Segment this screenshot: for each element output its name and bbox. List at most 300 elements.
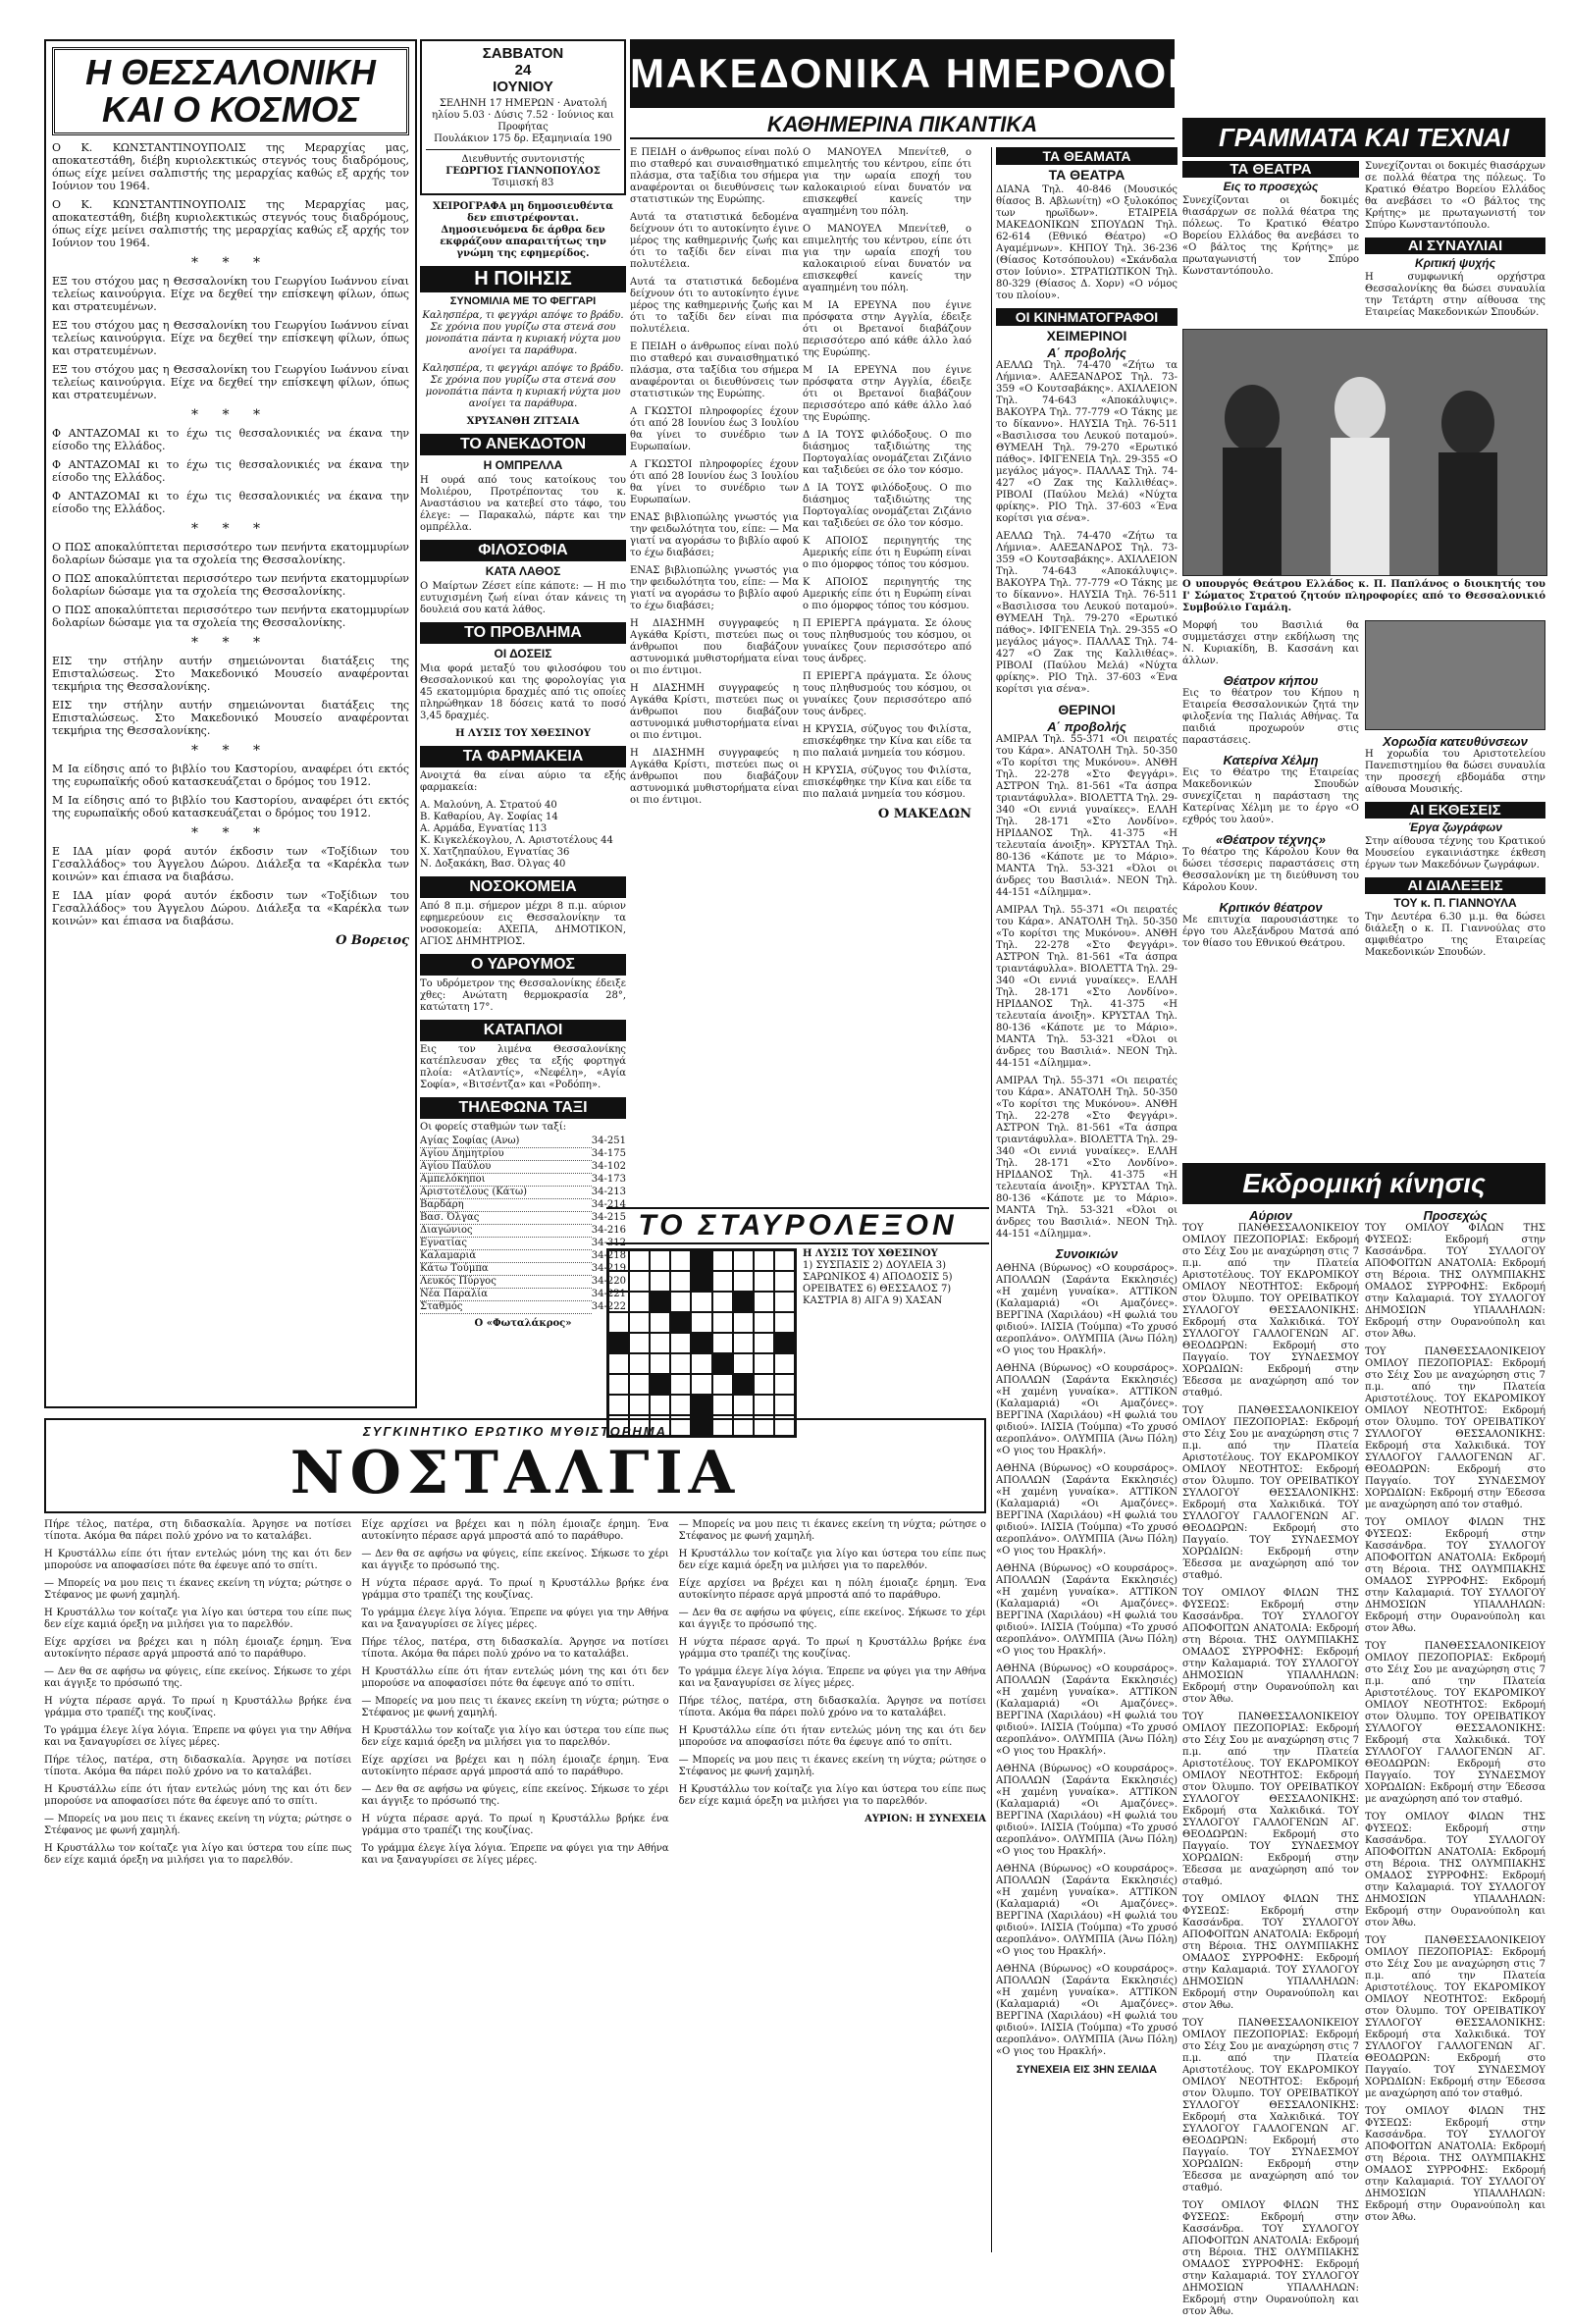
taxi-station: Αμπελόκηποι <box>420 1174 592 1187</box>
cinemas-suburbs-list: ΑΘΗΝΑ (Βύρωνος) «Ο κουρσάρος». ΑΠΟΛΛΩΝ (Σαράντα Εκκλησιές) «Η χαμένη γυναίκα». ΑΤΤΙΚΟΝ (Καλαμαριά) «Οι Αμαζόνες». ΒΕΡΓΙΝΑ (Χαριλάου) «Η φωλιά του φιδιού». ΙΛΙΣΙΑ (Τούμπα) «Το χρυσό αεροπλάνο». ΟΛΥΜΠΙΑ (Άνω Πόλη) «Ο γιος του Ηρακλή». <box>996 1764 1178 1857</box>
crossword-cell[interactable] <box>608 1292 629 1312</box>
makedon-paragraph: Αυτά τα στατιστικά δεδομένα δείχνουν ότι το αυτοκίνητο έγινε μέρος της καθημερινής ζωής και ότι το ταξίδι δεν είναι πια πολυτέλεια. <box>630 277 799 335</box>
quote-text: Το θέατρο της Κάρολου Κουν θα δώσει τέσσερις παραστάσεις στη Θεσσαλονίκη με τη διεύθυνση του Κάρολου Κουν. <box>1182 847 1359 893</box>
left-paragraph: Μ Ια είδησις από το βιβλίο του Καστορίου, αναφέρει ότι εκτός της ευρωπαϊκής οδού κατασκευάζεται ο δρόμος του 1912. <box>52 794 409 819</box>
taxi-number: 34-215 <box>591 1212 626 1223</box>
novel-paragraph: Η Κρυστάλλω είπε ότι ήταν εντελώς μόνη της και ότι δεν μπορούσε να αποφασίσει πότε θα έφευγε από το σπίτι. <box>678 1725 986 1748</box>
notice: ΧΕΙΡΟΓΡΑΦΑ μη δημοσιευθέντα δεν επιστρέφονται. Δημοσιευόμενα δε άρθρα δεν εκφράζουν απαραιτήτως την γνώμη της εφημερίδος. <box>433 201 613 259</box>
crossword-cell[interactable] <box>670 1353 691 1374</box>
makedon-paragraph: ΕΝΑΣ βιβλιοπώλης γνωστός για την φειδωλότητα του, είπε: — Μα γιατί να αγοράσω το βιβλίο αφού το έχω διαβάσει; <box>630 565 799 611</box>
excursions-text: ΤΟΥ ΠΑΝΘΕΣΣΑΛΟΝΙΚΕΙΟΥ ΟΜΙΛΟΥ ΠΕΖΟΠΟΡΙΑΣ: Εκδρομή στο Σέιχ Σου με αναχώρηση στις 7 π.μ. από την Πλατεία Αριστοτέλους. ΤΟΥ ΕΚΔΡΟΜΙΚΟΥ ΟΜΙΛΟΥ ΝΕΟΤΗΤΟΣ: Εκδρομή στον Όλυμπο. ΤΟΥ ΟΡΕΙΒΑΤΙΚΟΥ ΣΥΛΛΟΓΟΥ ΘΕΣΣΑΛΟΝΙΚΗΣ: Εκδρομή στα Χαλκιδικά. ΤΟΥ ΣΥΛΛΟΓΟΥ ΓΑΛΛΟΓΕΝΩΝ ΑΓ. ΘΕΟΔΩΡΩΝ: Εκδρομή στο Παγγαίο. ΤΟΥ ΣΥΝΔΕΣΜΟΥ ΧΟΡΩΔΙΩΝ: Εκδρομή στην Έδεσσα με αναχώρηση από τον σταθμό. <box>1182 2018 1359 2193</box>
crossword-cell[interactable] <box>670 1292 691 1312</box>
novel-paragraph: Πήρε τέλος, πατέρα, στη διδασκαλία. Άργησε να ποτίσει τίποτα. Ακόμα θα πάρει πολύ χρόνο να το καταλάβει. <box>44 1519 352 1542</box>
novel-paragraph: Πήρε τέλος, πατέρα, στη διδασκαλία. Άργησε να ποτίσει τίποτα. Ακόμα θα πάρει πολύ χρόνο να το καταλάβει. <box>44 1755 352 1777</box>
left-paragraph: ΕΙΣ την στήλην αυτήν σημειώνονται διατάξεις της Επισταλώσεως. Στο Μακεδονικό Μουσείο αναφέρονται τεκμήρια της Θεσσαλονίκης. <box>52 699 409 737</box>
crossword-cell[interactable] <box>608 1250 629 1271</box>
crossword-cell[interactable] <box>629 1395 650 1415</box>
taxi-number: 34-216 <box>591 1225 626 1236</box>
crossword-cell[interactable] <box>733 1333 754 1353</box>
crossword-cell[interactable] <box>629 1333 650 1353</box>
taxi-number: 34-222 <box>591 1301 626 1312</box>
makedon-col-1 <box>630 147 799 1207</box>
taxi-number: 34-102 <box>591 1161 626 1172</box>
cinemas-first-run: Α΄ προβολής <box>1047 345 1126 360</box>
makedon-paragraph: Δ ΙΑ ΤΟΥΣ φιλόδοξους. Ο πιο διάσημος ταξιδιώτης της Πορτογαλίας ονομάζεται Ζιζάνιο και ταξιδεύει σε όλο τον κόσμο. <box>803 430 971 476</box>
crossword-cell[interactable] <box>774 1395 795 1415</box>
crossword-cell[interactable] <box>733 1312 754 1333</box>
novel-paragraph: — Μπορείς να μου πεις τι έκανες εκείνη τη νύχτα; ρώτησε ο Στέφανος με φωνή χαμηλή. <box>678 1519 986 1542</box>
taxi-row <box>420 1199 626 1212</box>
excursions-text: ΤΟΥ ΠΑΝΘΕΣΣΑΛΟΝΙΚΕΙΟΥ ΟΜΙΛΟΥ ΠΕΖΟΠΟΡΙΑΣ: Εκδρομή στο Σέιχ Σου με αναχώρηση στις 7 π.μ. από την Πλατεία Αριστοτέλους. ΤΟΥ ΕΚΔΡΟΜΙΚΟΥ ΟΜΙΛΟΥ ΝΕΟΤΗΤΟΣ: Εκδρομή στον Όλυμπο. ΤΟΥ ΟΡΕΙΒΑΤΙΚΟΥ ΣΥΛΛΟΓΟΥ ΘΕΣΣΑΛΟΝΙΚΗΣ: Εκδρομή στα Χαλκιδικά. ΤΟΥ ΣΥΛΛΟΓΟΥ ΓΑΛΛΟΓΕΝΩΝ ΑΓ. ΘΕΟΔΩΡΩΝ: Εκδρομή στο Παγγαίο. ΤΟΥ ΣΥΝΔΕΣΜΟΥ ΧΟΡΩΔΙΩΝ: Εκδρομή στην Έδεσσα με αναχώρηση από τον σταθμό. <box>1182 1712 1359 1887</box>
excursions-sub1: Αύριον <box>1249 1208 1292 1223</box>
crossword-cell[interactable] <box>712 1271 733 1292</box>
arts-photo <box>1182 329 1547 576</box>
crossword-black-cell <box>650 1374 670 1395</box>
taxi-station: Αγίου Παύλου <box>420 1161 592 1174</box>
novel-paragraph: Είχε αρχίσει να βρέχει και η πόλη έμοιαζε έρημη. Ένα αυτοκίνητο πέρασε αργά μπροστά από το παράθυρο. <box>361 1755 669 1777</box>
crossword-cell[interactable] <box>712 1333 733 1353</box>
excursions-text: ΤΟΥ ΠΑΝΘΕΣΣΑΛΟΝΙΚΕΙΟΥ ΟΜΙΛΟΥ ΠΕΖΟΠΟΡΙΑΣ: Εκδρομή στο Σέιχ Σου με αναχώρηση στις 7 π.μ. από την Πλατεία Αριστοτέλους. ΤΟΥ ΕΚΔΡΟΜΙΚΟΥ ΟΜΙΛΟΥ ΝΕΟΤΗΤΟΣ: Εκδρομή στον Όλυμπο. ΤΟΥ ΟΡΕΙΒΑΤΙΚΟΥ ΣΥΛΛΟΓΟΥ ΘΕΣΣΑΛΟΝΙΚΗΣ: Εκδρομή στα Χαλκιδικά. ΤΟΥ ΣΥΛΛΟΓΟΥ ΓΑΛΛΟΓΕΝΩΝ ΑΓ. ΘΕΟΔΩΡΩΝ: Εκδρομή στο Παγγαίο. ΤΟΥ ΣΥΝΔΕΣΜΟΥ ΧΟΡΩΔΙΩΝ: Εκδρομή στην Έδεσσα με αναχώρηση από τον σταθμό. <box>1182 1405 1359 1581</box>
taxi-station: Αγίου Δημητρίου <box>420 1148 592 1161</box>
crossword-cell[interactable] <box>608 1271 629 1292</box>
excursions-text: ΤΟΥ ΟΜΙΛΟΥ ΦΙΛΩΝ ΤΗΣ ΦΥΣΕΩΣ: Εκδρομή στην Κασσάνδρα. ΤΟΥ ΣΥΛΛΟΓΟΥ ΑΠΟΦΟΙΤΩΝ ΑΝΑΤΟΛΙΑ: Εκδρομή στη Βέροια. ΤΗΣ ΟΛΥΜΠΙΑΚΗΣ ΟΜΑΔΟΣ ΣΥΡΡΟΦΗΣ: Εκδρομή στην Καλαμαριά. ΤΟΥ ΣΥΛΛΟΓΟΥ ΔΗΜΟΣΙΩΝ ΥΠΑΛΛΗΛΩΝ: Εκδρομή στην Ουρανούπολη και στον Άθω. <box>1182 1894 1359 2011</box>
harbor-heading: ΚΑΤΑΠΛΟΙ <box>420 1020 626 1041</box>
taxi-number: 34-175 <box>591 1148 626 1159</box>
crossword-cell[interactable] <box>650 1312 670 1333</box>
novel-paragraph: Η Κρυστάλλω τον κοίταζε για λίγο και ύστερα του είπε πως δεν είχε καμιά όρεξη να μιλήσει για το παρελθόν. <box>678 1549 986 1571</box>
crossword-cell[interactable] <box>650 1333 670 1353</box>
left-paragraph: Ε ΙΔΑ μίαν φορά αυτόν έκδοσιν των «Τοξίδιων του Γεσαλλάδος» του Άγγελου Δώρου. Διάλεξα τα «Καρέκλα των κοινών» και έπιασα να διαβάσω. <box>52 845 409 883</box>
lecture-text: Την Δευτέρα 6.30 μ.μ. θα δώσει διάλεξη ο κ. Π. Γιαννούλας στο αμφιθέατρο της Εταιρείας Μακεδονικών Σπουδών. <box>1365 912 1545 958</box>
left-article <box>44 39 417 1408</box>
excursions-sub2: Προσεχώς <box>1423 1208 1488 1223</box>
weather-heading: Ο ΥΔΡΟΥΜΟΣ <box>420 954 626 976</box>
cinemas-suburbs: Συνοικιών <box>1055 1246 1119 1261</box>
crossword-cell[interactable] <box>691 1353 711 1374</box>
makedon-paragraph: ΕΝΑΣ βιβλιοπώλης γνωστός για την φειδωλότητα του, είπε: — Μα γιατί να αγοράσω το βιβλίο αφού το έχω διαβάσει; <box>630 512 799 558</box>
crossword-cell[interactable] <box>629 1292 650 1312</box>
left-paragraph: ΕΙΣ την στήλην αυτήν σημειώνονται διατάξεις της Επισταλώσεως. Στο Μακεδονικό Μουσείο αναφέρονται τεκμήρια της Θεσσαλονίκης. <box>52 655 409 693</box>
arts-photo-2 <box>1365 620 1545 730</box>
excursions-text: ΤΟΥ ΠΑΝΘΕΣΣΑΛΟΝΙΚΕΙΟΥ ΟΜΙΛΟΥ ΠΕΖΟΠΟΡΙΑΣ: Εκδρομή στο Σέιχ Σου με αναχώρηση στις 7 π.μ. από την Πλατεία Αριστοτέλους. ΤΟΥ ΕΚΔΡΟΜΙΚΟΥ ΟΜΙΛΟΥ ΝΕΟΤΗΤΟΣ: Εκδρομή στον Όλυμπο. ΤΟΥ ΟΡΕΙΒΑΤΙΚΟΥ ΣΥΛΛΟΓΟΥ ΘΕΣΣΑΛΟΝΙΚΗΣ: Εκδρομή στα Χαλκιδικά. ΤΟΥ ΣΥΛΛΟΓΟΥ ΓΑΛΛΟΓΕΝΩΝ ΑΓ. ΘΕΟΔΩΡΩΝ: Εκδρομή στο Παγγαίο. ΤΟΥ ΣΥΝΔΕΣΜΟΥ ΧΟΡΩΔΙΩΝ: Εκδρομή στην Έδεσσα με αναχώρηση από τον σταθμό. <box>1365 1347 1545 1510</box>
separator: * * * <box>191 825 270 841</box>
taxi-row <box>420 1276 626 1289</box>
taxi-list <box>420 1136 626 1314</box>
makedon-paragraph: Κ ΑΠΟΙΟΣ περιηγητής της Αμερικής είπε ότι η Ευρώπη είναι ο πιο όμορφος τόπος του κόσμου. <box>803 577 971 611</box>
makedon-paragraph: Ο ΜΑΝΟΥΕΛ Μπενίτεθ, ο επιμελητής του κέντρου, είπε ότι για την ωραία εποχή του καλοκαιριού είναι δυνατόν να επισκεφθεί κανείς την αγαπημένη του πόλη. <box>803 147 971 217</box>
cinemas-suburbs-list: ΑΘΗΝΑ (Βύρωνος) «Ο κουρσάρος». ΑΠΟΛΛΩΝ (Σαράντα Εκκλησιές) «Η χαμένη γυναίκα». ΑΤΤΙΚΟΝ (Καλαμαριά) «Οι Αμαζόνες». ΒΕΡΓΙΝΑ (Χαριλάου) «Η φωλιά του φιδιού». ΙΛΙΣΙΑ (Τούμπα) «Το χρυσό αεροπλάνο». ΟΛΥΜΠΙΑ (Άνω Πόλη) «Ο γιος του Ηρακλή». <box>996 1664 1178 1757</box>
pharmacy-item: Κ. Κιγκελέκογλου, Λ. Αριστοτέλους 44 <box>420 835 613 846</box>
cinemas-heading: ΟΙ ΚΙΝΗΜΑΤΟΓΡΑΦΟΙ <box>996 308 1178 326</box>
novel-paragraph: Η Κρυστάλλω είπε ότι ήταν εντελώς μόνη της και ότι δεν μπορούσε να αποφασίσει πότε θα έφευγε από το σπίτι. <box>44 1549 352 1571</box>
taxi-row <box>420 1250 626 1263</box>
crossword-cell[interactable] <box>754 1292 774 1312</box>
crossword-cell[interactable] <box>774 1374 795 1395</box>
crossword-cell[interactable] <box>754 1250 774 1271</box>
cinemas-winter: ΧΕΙΜΕΡΙΝΟΙ <box>1046 328 1127 343</box>
taxi-row <box>420 1161 626 1174</box>
taxi-station: Αριστοτέλους (Κάτω) <box>420 1187 592 1199</box>
entertainment-column <box>991 147 1178 2252</box>
taxi-row <box>420 1289 626 1301</box>
crossword-black-cell <box>774 1333 795 1353</box>
crossword-cell[interactable] <box>712 1292 733 1312</box>
novel-section <box>44 1418 986 2252</box>
makedon-paragraph: Π ΕΡΙΕΡΓΑ πράγματα. Σε όλους τους πληθυσμούς του κόσμου, οι γυναίκες ζουν περισσότερο από τους άνδρες. <box>803 618 971 664</box>
pharmacy-item: Α. Αρμάδα, Εγνατίας 113 <box>420 823 548 834</box>
theaters-heading: ΤΑ ΘΕΑΜΑΤΑ <box>996 147 1178 165</box>
cinemas-summer-list: ΑΜΙΡΑΛ Τηλ. 55-371 «Οι πειρατές του Κάρα». ΑΝΑΤΟΛΗ Τηλ. 50-350 «Το κορίτσι της Μυκόνου». ΑΝΘΗ Τηλ. 22-278 «Στο Φεγγάρι». ΑΣΤΡΟΝ Τηλ. 81-561 «Τα άσπρα τριαντάφυλλα». ΒΙΟΛΕΤΤΑ Τηλ. 29-340 «Οι εννιά γυναίκες». ΕΛΛΗ Τηλ. 28-171 «Στο Λονδίνο». ΗΡΙΔΑΝΟΣ Τηλ. 41-375 «Η τελευταία άνοιξη». ΚΡΥΣΤΑΛ Τηλ. 80-136 «Κάποτε με το Μάριο». ΜΑΝΤΑ Τηλ. 53-321 «Όλοι οι άνδρες του Βασιλιά». ΝΕΟΝ Τηλ. 44-151 «Δίλημμα». <box>996 905 1178 1069</box>
taxi-intro: Οι φορείς σταθμών των ταξί: <box>420 1122 567 1133</box>
problem-solution: Η ΛΥΣΙΣ ΤΟΥ ΧΘΕΣΙΝΟΥ <box>455 728 591 739</box>
taxi-row <box>420 1174 626 1187</box>
theaters-text: ΔΙΑΝΑ Τηλ. 40-846 (Μουσικός θίασος Β. Αβλωνίτη) «Ο ξυλοκόπος των ηρωϊδων». ΕΤΑΙΡΕΙΑ ΜΑΚΕΔΟΝΙΚΩΝ ΣΠΟΥΔΩΝ Τηλ. 62-614 (Εθνικό Θέατρο) «Ο Αγαμέμνων». ΚΗΠΟΥ Τηλ. 36-236 (Θίασος Κοτσόπουλου) «Σκάνδαλα στον Ιούνιο». ΣΤΡΑΤΙΩΤΙΚΟΝ Τηλ. 80-329 (Θίασος Δ. Χορν) «Ο νόμος του πλοίου». <box>996 185 1178 301</box>
novel-paragraph: Είχε αρχίσει να βρέχει και η πόλη έμοιαζε έρημη. Ένα αυτοκίνητο πέρασε αργά μπροστά από το παράθυρο. <box>44 1637 352 1660</box>
crossword-cell[interactable] <box>608 1353 629 1374</box>
crossword-black-cell <box>650 1292 670 1312</box>
arts-theater-heading: ΤΑ ΘΕΑΤΡΑ <box>1182 161 1359 178</box>
makedon-paragraph: Π ΕΡΙΕΡΓΑ πράγματα. Σε όλους τους πληθυσμούς του κόσμου, οι γυναίκες ζουν περισσότερο από τους άνδρες. <box>803 671 971 717</box>
crossword-cell[interactable] <box>774 1312 795 1333</box>
harbor-text: Εις τον λιμένα Θεσσαλονίκης κατέπλευσαν χθες τα εξής φορτηγά πλοία: «Ατλαντίς», «Νεφέλη», «Αγία Σοφία», «Βιτσέντζα» και «Ροδόπη». <box>420 1044 626 1090</box>
crossword-black-cell <box>608 1333 629 1353</box>
makedon-paragraph: Δ ΙΑ ΤΟΥΣ φιλόδοξους. Ο πιο διάσημος ταξιδιώτης της Πορτογαλίας ονομάζεται Ζιζάνιο και ταξιδεύει σε όλο τον κόσμο. <box>803 483 971 529</box>
cinemas-winter-list: ΑΕΛΛΩ Τηλ. 74-470 «Ζήτω τα Λήμνια». ΑΛΕΞΑΝΔΡΟΣ Τηλ. 73-359 «Ο Κουτσαβάκης». ΑΧΙΛΛΕΙΟΝ Τηλ. 74-643 «Αποκάλυψις». ΒΑΚΟΥΡΑ Τηλ. 77-779 «Ο Τάκης με το δίκαννο». ΗΛΥΣΙΑ Τηλ. 76-511 «Βασιλισσα του Λευκού ποταμού». ΘΥΜΕΛΗ Τηλ. 79-270 «Ερωτικό πάθος». ΙΦΙΓΕΝΕΙΑ Τηλ. 29-355 «Ο μεγάλος μάγος». ΠΑΛΛΑΣ Τηλ. 74-427 «Ο Ζακ της Καλλιθέας». ΡΙΒΟΛΙ (Παύλου Μελά) «Νύχτα φρίκης». ΡΙΟ Τηλ. 37-603 «Ένα κορίτσι για σένα». <box>996 531 1178 695</box>
taxi-row <box>420 1187 626 1199</box>
taxi-station: Διαγώνιος <box>420 1225 592 1238</box>
separator: * * * <box>191 407 270 423</box>
excursions-text: ΤΟΥ ΠΑΝΘΕΣΣΑΛΟΝΙΚΕΙΟΥ ΟΜΙΛΟΥ ΠΕΖΟΠΟΡΙΑΣ: Εκδρομή στο Σέιχ Σου με αναχώρηση στις 7 π.μ. από την Πλατεία Αριστοτέλους. ΤΟΥ ΕΚΔΡΟΜΙΚΟΥ ΟΜΙΛΟΥ ΝΕΟΤΗΤΟΣ: Εκδρομή στον Όλυμπο. ΤΟΥ ΟΡΕΙΒΑΤΙΚΟΥ ΣΥΛΛΟΓΟΥ ΘΕΣΣΑΛΟΝΙΚΗΣ: Εκδρομή στα Χαλκιδικά. ΤΟΥ ΣΥΛΛΟΓΟΥ ΓΑΛΛΟΓΕΝΩΝ ΑΓ. ΘΕΟΔΩΡΩΝ: Εκδρομή στο Παγγαίο. ΤΟΥ ΣΥΝΔΕΣΜΟΥ ΧΟΡΩΔΙΩΝ: Εκδρομή στην Έδεσσα με αναχώρηση από τον σταθμό. <box>1365 1935 1545 2099</box>
crossword-cell[interactable] <box>754 1374 774 1395</box>
makedon-paragraph: Η ΔΙΑΣΗΜΗ συγγραφεύς η Αγκάθα Κρίστι, πιστεύει πως οι άνθρωποι που διαβάζουν αστυνομικά μυθιστορήματα είναι οι πιο έντιμοι. <box>630 748 799 806</box>
crossword-black-cell <box>691 1395 711 1415</box>
crossword-cell[interactable] <box>754 1333 774 1353</box>
taxi-station: Σταθμός <box>420 1301 592 1314</box>
novel-paragraph: Η Κρυστάλλω είπε ότι ήταν εντελώς μόνη της και ότι δεν μπορούσε να αποφασίσει πότε θα έφευγε από το σπίτι. <box>44 1784 352 1807</box>
event-heading: Χορωδία κατευθύνσεων <box>1383 734 1528 749</box>
pharmacies-intro: Ανοιχτά θα είναι αύριο τα εξής φαρμακεία: <box>420 770 626 793</box>
taxi-row <box>420 1225 626 1238</box>
excursions-text: ΤΟΥ ΟΜΙΛΟΥ ΦΙΛΩΝ ΤΗΣ ΦΥΣΕΩΣ: Εκδρομή στην Κασσάνδρα. ΤΟΥ ΣΥΛΛΟΓΟΥ ΑΠΟΦΟΙΤΩΝ ΑΝΑΤΟΛΙΑ: Εκδρομή στη Βέροια. ΤΗΣ ΟΛΥΜΠΙΑΚΗΣ ΟΜΑΔΟΣ ΣΥΡΡΟΦΗΣ: Εκδρομή στην Καλαμαριά. ΤΟΥ ΣΥΛΛΟΓΟΥ ΔΗΜΟΣΙΩΝ ΥΠΑΛΛΗΛΩΝ: Εκδρομή στην Ουρανούπολη και στον Άθω. <box>1365 1812 1545 1928</box>
taxi-number: 34-251 <box>591 1136 626 1146</box>
novel-paragraph: Το γράμμα έλεγε λίγα λόγια. Έπρεπε να φύγει για την Αθήνα και να ξαναγυρίσει σε λίγες μέρες. <box>678 1666 986 1689</box>
cinemas-footer: ΣΥΝΕΧΕΙΑ ΕΙΣ 3ΗΝ ΣΕΛΙΔΑ <box>1016 2064 1158 2076</box>
separator: * * * <box>191 521 270 537</box>
crossword-cell[interactable] <box>691 1374 711 1395</box>
crossword-cell[interactable] <box>650 1353 670 1374</box>
crossword-cell[interactable] <box>733 1353 754 1374</box>
excursions-section <box>1182 1163 1545 2317</box>
left-paragraph: Μ Ια είδησις από το βιβλίο του Καστορίου, αναφέρει ότι εκτός της ευρωπαϊκής οδού κατασκευάζεται ο δρόμος του 1912. <box>52 763 409 788</box>
novel-banner-box <box>44 1418 986 1513</box>
novel-paragraph: Η νύχτα πέρασε αργά. Το πρωί η Κρυστάλλω βρήκε ένα γράμμα στο τραπέζι της κουζίνας. <box>361 1578 669 1601</box>
taxi-row <box>420 1148 626 1161</box>
crossword-black-cell <box>691 1250 711 1271</box>
crossword-cell[interactable] <box>629 1353 650 1374</box>
left-paragraph: Φ ΑΝΤΑΖΟΜΑΙ κι το έχω τις θεσσαλονικιές να έκανα την είσοδο της Ελλάδος. <box>52 458 409 484</box>
left-paragraph: Ο ΠΩΣ αποκαλύπτεται περισσότερο των πενήντα εκατομμυρίων δολαρίων δώσαμε για τα σχολεία της Θεσσαλονίκης. <box>52 572 409 598</box>
novel-paragraph: — Μπορείς να μου πεις τι έκανες εκείνη τη νύχτα; ρώτησε ο Στέφανος με φωνή χαμηλή. <box>44 1814 352 1836</box>
crossword-black-cell <box>733 1292 754 1312</box>
makedon-paragraph: Η ΚΡΥΣΙΑ, σύζυγος του Φιλίστα, επισκέφθηκε την Κίνα και είδε τα πιο παλαιά μνημεία του κόσμου. <box>803 724 971 759</box>
taxi-station: Βαρδάρη <box>420 1199 592 1212</box>
crossword-cell[interactable] <box>712 1312 733 1333</box>
masthead <box>630 39 1240 141</box>
novel-paragraph: — Μπορείς να μου πεις τι έκανες εκείνη τη νύχτα; ρώτησε ο Στέφανος με φωνή χαμηλή. <box>678 1755 986 1777</box>
poem-heading: Η ΠΟΙΗΣΙΣ <box>420 266 626 292</box>
cinemas-suburbs-list: ΑΘΗΝΑ (Βύρωνος) «Ο κουρσάρος». ΑΠΟΛΛΩΝ (Σαράντα Εκκλησιές) «Η χαμένη γυναίκα». ΑΤΤΙΚΟΝ (Καλαμαριά) «Οι Αμαζόνες». ΒΕΡΓΙΝΑ (Χαριλάου) «Η φωλιά του φιδιού». ΙΛΙΣΙΑ (Τούμπα) «Το χρυσό αεροπλάνο». ΟΛΥΜΠΙΑ (Άνω Πόλη) «Ο γιος του Ηρακλή». <box>996 1263 1178 1356</box>
crossword-cell[interactable] <box>650 1271 670 1292</box>
pharmacy-item: Α. Μαλούνη, Α. Στρατού 40 <box>420 800 557 811</box>
photo-image <box>1183 330 1546 575</box>
novel-paragraph: — Δεν θα σε αφήσω να φύγεις, είπε εκείνος. Σήκωσε το χέρι και άγγιξε το πρόσωπό της. <box>44 1666 352 1689</box>
critic-heading: Κριτικόν θέατρον <box>1219 900 1323 915</box>
taxi-station: Καλαμαριά <box>420 1250 592 1263</box>
left-paragraph: ΕΞ του στόχου μας η Θεσσαλονίκη του Γεωργίου Ιωάννου είναι τελείως καινούργια. Είχε να δεχθεί την επίσκεψη φίλων, όπως και στρατευμένων. <box>52 363 409 401</box>
pharmacy-item: Β. Καθαρίου, Αγ. Σοφίας 14 <box>420 812 558 822</box>
makedon-paragraph: Ε ΠΕΙΔΗ ο άνθρωπος είναι πολύ πιο σταθερό και συναισθηματικό πλάσμα, στα ταξίδια του σήμερα αναφέρονται οι διευθύνσεις των στατιστικών της Ευρώπης. <box>630 147 799 205</box>
left-paragraph: Ο ΠΩΣ αποκαλύπτεται περισσότερο των πενήντα εκατομμυρίων δολαρίων δώσαμε για τα σχολεία της Θεσσαλονίκης. <box>52 604 409 629</box>
crossword-cell[interactable] <box>754 1271 774 1292</box>
left-paragraph: Ο ΠΩΣ αποκαλύπτεται περισσότερο των πενήντα εκατομμυρίων δολαρίων δώσαμε για τα σχολεία της Θεσσαλονίκης. <box>52 541 409 566</box>
crossword-cell[interactable] <box>774 1292 795 1312</box>
crossword-cell[interactable] <box>733 1250 754 1271</box>
arts-theater-text: Συνεχίζονται οι δοκιμές θιασάρχων σε πολλά θέατρα της πόλεως. Το Κρατικό Θέατρο Βορείου Ελλάδος θα ανεβάσει το «Ο βάλτος της Κρήτης» με πρωταγωνιστή τον Σπύρο Κωνσταντόπουλο. <box>1182 195 1359 277</box>
crossword-cell[interactable] <box>670 1271 691 1292</box>
concerts-text: Η συμφωνική ορχήστρα Θεσσαλονίκης θα δώσει συναυλία την Τετάρτη στην αίθουσα της Εταιρείας Μακεδονικών Σπουδών. <box>1365 272 1545 318</box>
taxi-number: 34-221 <box>591 1289 626 1299</box>
makedon-col-2 <box>803 147 971 1207</box>
novel-paragraph: Το γράμμα έλεγε λίγα λόγια. Έπρεπε να φύγει για την Αθήνα και να ξαναγυρίσει σε λίγες μέρες. <box>361 1843 669 1866</box>
makedon-paragraph: Ε ΠΕΙΔΗ ο άνθρωπος είναι πολύ πιο σταθερό και συναισθηματικό πλάσμα, στα ταξίδια του σήμερα αναφέρονται οι διευθύνσεις των στατιστικών της Ευρώπης. <box>630 342 799 399</box>
excursions-text: ΤΟΥ ΠΑΝΘΕΣΣΑΛΟΝΙΚΕΙΟΥ ΟΜΙΛΟΥ ΠΕΖΟΠΟΡΙΑΣ: Εκδρομή στο Σέιχ Σου με αναχώρηση στις 7 π.μ. από την Πλατεία Αριστοτέλους. ΤΟΥ ΕΚΔΡΟΜΙΚΟΥ ΟΜΙΛΟΥ ΝΕΟΤΗΤΟΣ: Εκδρομή στον Όλυμπο. ΤΟΥ ΟΡΕΙΒΑΤΙΚΟΥ ΣΥΛΛΟΓΟΥ ΘΕΣΣΑΛΟΝΙΚΗΣ: Εκδρομή στα Χαλκιδικά. ΤΟΥ ΣΥΛΛΟΓΟΥ ΓΑΛΛΟΓΕΝΩΝ ΑΓ. ΘΕΟΔΩΡΩΝ: Εκδρομή στο Παγγαίο. ΤΟΥ ΣΥΝΔΕΣΜΟΥ ΧΟΡΩΔΙΩΝ: Εκδρομή στην Έδεσσα με αναχώρηση από τον σταθμό. <box>1182 1223 1359 1399</box>
left-paragraph: Ο Κ. ΚΩΝΣΤΑΝΤΙΝΟΥΠΟΛΙΣ της Μεραρχίας μας, αποκατεστάθη, διέβη κυριολεκτικώς στεγνός τους διαδρόμους, όπως είχε μείνει σαλπιστής της μεραρχίας καθώς εξ αρχής τον Ιούνιον του 1964. <box>52 141 409 192</box>
photo2-caption: Μορφή του Βασιλιά θα συμμετάσχει στην εκδήλωση της Ν. Κυριακίδη, Β. Κασσάνη και άλλων. <box>1182 620 1359 666</box>
cinemas-suburbs-list: ΑΘΗΝΑ (Βύρωνος) «Ο κουρσάρος». ΑΠΟΛΛΩΝ (Σαράντα Εκκλησιές) «Η χαμένη γυναίκα». ΑΤΤΙΚΟΝ (Καλαμαριά) «Οι Αμαζόνες». ΒΕΡΓΙΝΑ (Χαριλάου) «Η φωλιά του φιδιού». ΙΛΙΣΙΑ (Τούμπα) «Το χρυσό αεροπλάνο». ΟΛΥΜΠΙΑ (Άνω Πόλη) «Ο γιος του Ηρακλή». <box>996 1363 1178 1456</box>
info-column <box>420 39 626 1408</box>
taxi-number: 34-220 <box>591 1276 626 1287</box>
arts-heading: ΓΡΑΜΜΑΤΑ ΚΑΙ ΤΕΧΝΑΙ <box>1182 118 1545 157</box>
arts-theater-text: Συνεχίζονται οι δοκιμές θιασάρχων σε πολλά θέατρα της πόλεως. Το Κρατικό Θέατρο Βορείου Ελλάδος θα ανεβάσει το «Ο βάλτος της Κρήτης» με πρωταγωνιστή τον Σπύρο Κωνσταντόπουλο. <box>1365 161 1545 231</box>
arts-theater-sub: Εις το προσεχώς <box>1223 180 1319 193</box>
problem-heading: ΤΟ ΠΡΟΒΛΗΜΑ <box>420 622 626 644</box>
left-paragraph: ΕΞ του στόχου μας η Θεσσαλονίκη του Γεωργίου Ιωάννου είναι τελείως καινούργια. Είχε να δεχθεί την επίσκεψη φίλων, όπως και στρατευμένων. <box>52 275 409 313</box>
pharmacy-item: Ν. Δοξακάκη, Βασ. Όλγας 40 <box>420 859 566 870</box>
crossword-cell[interactable] <box>650 1250 670 1271</box>
makedon-paragraph: Α ΓΚΩΣΤΟΙ πληροφορίες έχουν ότι από 28 Ιουνίου έως 3 Ιουλίου θα γίνει το συνέδριο των Ευρωπαίων. <box>630 459 799 505</box>
novel-cont: ΑΥΡΙΟΝ: Η ΣΥΝΕΧΕΙΑ <box>864 1814 986 1824</box>
crossword-cell[interactable] <box>629 1271 650 1292</box>
taxi-row <box>420 1301 626 1314</box>
excursions-text: ΤΟΥ ΟΜΙΛΟΥ ΦΙΛΩΝ ΤΗΣ ΦΥΣΕΩΣ: Εκδρομή στην Κασσάνδρα. ΤΟΥ ΣΥΛΛΟΓΟΥ ΑΠΟΦΟΙΤΩΝ ΑΝΑΤΟΛΙΑ: Εκδρομή στη Βέροια. ΤΗΣ ΟΛΥΜΠΙΑΚΗΣ ΟΜΑΔΟΣ ΣΥΡΡΟΦΗΣ: Εκδρομή στην Καλαμαριά. ΤΟΥ ΣΥΛΛΟΓΟΥ ΔΗΜΟΣΙΩΝ ΥΠΑΛΛΗΛΩΝ: Εκδρομή στην Ουρανούπολη και στον Άθω. <box>1182 1588 1359 1705</box>
lecture-sub: ΤΟΥ κ. Π. ΓΙΑΝΝΟΥΛΑ <box>1393 896 1517 910</box>
crossword-cell[interactable] <box>650 1395 670 1415</box>
masthead-subtitle: ΚΑΘΗΜΕΡΙΝΑ ΠΙΚΑΝΤΙΚΑ <box>630 112 1175 139</box>
excursions-text: ΤΟΥ ΟΜΙΛΟΥ ΦΙΛΩΝ ΤΗΣ ΦΥΣΕΩΣ: Εκδρομή στην Κασσάνδρα. ΤΟΥ ΣΥΛΛΟΓΟΥ ΑΠΟΦΟΙΤΩΝ ΑΝΑΤΟΛΙΑ: Εκδρομή στη Βέροια. ΤΗΣ ΟΛΥΜΠΙΑΚΗΣ ΟΜΑΔΟΣ ΣΥΡΡΟΦΗΣ: Εκδρομή στην Καλαμαριά. ΤΟΥ ΣΥΛΛΟΓΟΥ ΔΗΜΟΣΙΩΝ ΥΠΑΛΛΗΛΩΝ: Εκδρομή στην Ουρανούπολη και στον Άθω. <box>1365 1223 1545 1340</box>
novel-paragraph: — Μπορείς να μου πεις τι έκανες εκείνη τη νύχτα; ρώτησε ο Στέφανος με φωνή χαμηλή. <box>361 1696 669 1718</box>
left-paragraph: Ο Κ. ΚΩΝΣΤΑΝΤΙΝΟΥΠΟΛΙΣ της Μεραρχίας μας, αποκατεστάθη, διέβη κυριολεκτικώς στεγνός τους διαδρόμους, όπως είχε μείνει σαλπιστής της μεραρχίας καθώς εξ αρχής τον Ιούνιον του 1964. <box>52 198 409 249</box>
philosophy-text: Ο Μαίρτων Ζέσετ είπε κάποτε: — Η πιο ευτυχισμένη ζωή είναι όταν κάνεις τη δουλειά σου κατά λάθος. <box>420 581 626 615</box>
crossword-cell[interactable] <box>670 1250 691 1271</box>
philosophy-subtitle: ΚΑΤΑ ΛΑΘΟΣ <box>485 564 561 578</box>
left-article-title: Η ΘΕΣΣΑΛΟΝΙΚΗ ΚΑΙ Ο ΚΟΣΜΟΣ <box>52 47 409 135</box>
makedon-paragraph: Κ ΑΠΟΙΟΣ περιηγητής της Αμερικής είπε ότι η Ευρώπη είναι ο πιο όμορφος τόπος του κόσμου. <box>803 536 971 570</box>
weather-text: Το υδρόμετρον της Θεσσαλονίκης έδειξε χθες: Ανώτατη θερμοκρασία 28°, κατώτατη 17°. <box>420 978 626 1013</box>
theater2-heading: Θέατρον κήπου <box>1223 673 1319 688</box>
hospitals-heading: ΝΟΣΟΚΟΜΕΙΑ <box>420 876 626 898</box>
novel-paragraph: Το γράμμα έλεγε λίγα λόγια. Έπρεπε να φύγει για την Αθήνα και να ξαναγυρίσει σε λίγες μέρες. <box>44 1725 352 1748</box>
crossword-cell[interactable] <box>712 1374 733 1395</box>
crossword-cell[interactable] <box>712 1250 733 1271</box>
crossword-cell[interactable] <box>629 1312 650 1333</box>
pharmacies-heading: ΤΑ ΦΑΡΜΑΚΕΙΑ <box>420 746 626 767</box>
makedon-paragraph: Ο ΜΑΝΟΥΕΛ Μπενίτεθ, ο επιμελητής του κέντρου, είπε ότι για την ωραία εποχή του καλοκαιριού είναι δυνατόν να επισκεφθεί κανείς την αγαπημένη του πόλη. <box>803 224 971 293</box>
novel-paragraph: Η νύχτα πέρασε αργά. Το πρωί η Κρυστάλλω βρήκε ένα γράμμα στο τραπέζι της κουζίνας. <box>44 1696 352 1718</box>
makedon-paragraph: Α ΓΚΩΣΤΟΙ πληροφορίες έχουν ότι από 28 Ιουνίου έως 3 Ιουλίου θα γίνει το συνέδριο των Ευρωπαίων. <box>630 406 799 452</box>
exhibitions-text: Στην αίθουσα τέχνης του Κρατικού Μουσείου εγκαινιάστηκε έκθεση έργων των Μακεδόνων ζωγράφων. <box>1365 836 1545 871</box>
taxi-row <box>420 1238 626 1250</box>
makedon-signature: Ο ΜΑΚΕΔΩΝ <box>877 807 971 821</box>
novel-paragraph: Η Κρυστάλλω τον κοίταζε για λίγο και ύστερα του είπε πως δεν είχε καμιά όρεξη να μιλήσει για το παρελθόν. <box>44 1843 352 1866</box>
crossword: ΤΟ ΣΤΑΥΡΟΛΕΞΟΝ Η ΛΥΣΙΣ ΤΟΥ ΧΘΕΣΙΝΟΥ 1) ΣΥΣΠΑΣΙΣ 2) ΔΟΥΛΕΙΑ 3) ΣΑΡΩΝΙΚΟΣ 4) ΑΠΟΔΟΣΙΣ 5) ΟΡΕΙΒΑΤΕΣ 6) ΘΕΣΣΑΛΟΣ 7) ΚΑΣΤΡΙΑ 8) ΑΙΓΑ 9) ΧΑΣΑΝ <box>606 1207 989 1408</box>
novel-paragraph: — Δεν θα σε αφήσω να φύγεις, είπε εκείνος. Σήκωσε το χέρι και άγγιξε το πρόσωπό της. <box>361 1784 669 1807</box>
excursions-text: ΤΟΥ ΟΜΙΛΟΥ ΦΙΛΩΝ ΤΗΣ ΦΥΣΕΩΣ: Εκδρομή στην Κασσάνδρα. ΤΟΥ ΣΥΛΛΟΓΟΥ ΑΠΟΦΟΙΤΩΝ ΑΝΑΤΟΛΙΑ: Εκδρομή στη Βέροια. ΤΗΣ ΟΛΥΜΠΙΑΚΗΣ ΟΜΑΔΟΣ ΣΥΡΡΟΦΗΣ: Εκδρομή στην Καλαμαριά. ΤΟΥ ΣΥΛΛΟΓΟΥ ΔΗΜΟΣΙΩΝ ΥΠΑΛΛΗΛΩΝ: Εκδρομή στην Ουρανούπολη και στον Άθω. <box>1365 2106 1545 2223</box>
masthead-title: ΜΑΚΕΔΟΝΙΚΑ ΗΜΕΡΟΛΟΓΙΑ <box>630 39 1175 108</box>
theaters-sub: ΤΑ ΘΕΑΤΡΑ <box>1048 167 1125 183</box>
left-paragraph: Ε ΙΔΑ μίαν φορά αυτόν έκδοσιν των «Τοξίδιων του Γεσαλλάδος» του Άγγελου Δώρου. Διάλεξα τα «Καρέκλα των κοινών» και έπιασα να διαβάσω. <box>52 889 409 927</box>
makedon-paragraph: Αυτά τα στατιστικά δεδομένα δείχνουν ότι το αυτοκίνητο έγινε μέρος της καθημερινής ζωής και ότι το ταξίδι δεν είναι πια πολυτέλεια. <box>630 212 799 270</box>
novel-paragraph: Η Κρυστάλλω τον κοίταζε για λίγο και ύστερα του είπε πως δεν είχε καμιά όρεξη να μιλήσει για το παρελθόν. <box>44 1608 352 1630</box>
taxi-heading: ΤΗΛΕΦΩΝΑ ΤΑΞΙ <box>420 1097 626 1119</box>
theater2-text: Εις το θέατρον του Κήπου η Εταιρεία Θεσσαλονικών ζητά την φιλοξενία της Παλιάς Αθήνας. Τα παιδιά προχωρούν στις παραστάσεις. <box>1182 688 1359 746</box>
novel-paragraph: — Δεν θα σε αφήσω να φύγεις, είπε εκείνος. Σήκωσε το χέρι και άγγιξε το πρόσωπό της. <box>361 1549 669 1571</box>
problem-subtitle: ΟΙ ΔΟΣΕΙΣ <box>494 647 552 660</box>
novel-banner: ΣΥΓΚΙΝΗΤΙΚΟ ΕΡΩΤΙΚΟ ΜΥΘΙΣΤΟΡΗΜΑ <box>363 1424 667 1439</box>
exhibitions-sub: Έργα ζωγράφων <box>1408 820 1502 834</box>
left-paragraph: Φ ΑΝΤΑΖΟΜΑΙ κι το έχω τις θεσσαλονικιές να έκανα την είσοδο της Ελλάδος. <box>52 490 409 515</box>
novel-title: ΝΟΣΤΑΛΓΙΑ <box>289 1439 741 1507</box>
crossword-black-cell <box>691 1333 711 1353</box>
crossword-cell[interactable] <box>754 1353 774 1374</box>
person-text: Εις το Θέατρο της Εταιρείας Μακεδονικών Σπουδών συνεχίζεται η παράσταση της Κατερίνας Χέλμη με το έργο «Ο εχθρός του λαού». <box>1182 767 1359 825</box>
taxi-row <box>420 1136 626 1148</box>
crossword-cell[interactable] <box>754 1312 774 1333</box>
makedon-paragraph: Η ΔΙΑΣΗΜΗ συγγραφεύς η Αγκάθα Κρίστι, πιστεύει πως οι άνθρωποι που διαβάζουν αστυνομικά μυθιστορήματα είναι οι πιο έντιμοι. <box>630 618 799 676</box>
separator: * * * <box>191 743 270 759</box>
poem-author: ΧΡΥΣΑΝΘΗ ΖΙΤΣΑΙΑ <box>466 416 580 427</box>
excursions-text: ΤΟΥ ΠΑΝΘΕΣΣΑΛΟΝΙΚΕΙΟΥ ΟΜΙΛΟΥ ΠΕΖΟΠΟΡΙΑΣ: Εκδρομή στο Σέιχ Σου με αναχώρηση στις 7 π.μ. από την Πλατεία Αριστοτέλους. ΤΟΥ ΕΚΔΡΟΜΙΚΟΥ ΟΜΙΛΟΥ ΝΕΟΤΗΤΟΣ: Εκδρομή στον Όλυμπο. ΤΟΥ ΟΡΕΙΒΑΤΙΚΟΥ ΣΥΛΛΟΓΟΥ ΘΕΣΣΑΛΟΝΙΚΗΣ: Εκδρομή στα Χαλκιδικά. ΤΟΥ ΣΥΛΛΟΓΟΥ ΓΑΛΛΟΓΕΝΩΝ ΑΓ. ΘΕΟΔΩΡΩΝ: Εκδρομή στο Παγγαίο. ΤΟΥ ΣΥΝΔΕΣΜΟΥ ΧΟΡΩΔΙΩΝ: Εκδρομή στην Έδεσσα με αναχώρηση από τον σταθμό. <box>1365 1641 1545 1805</box>
novel-paragraph: — Δεν θα σε αφήσω να φύγεις, είπε εκείνος. Σήκωσε το χέρι και άγγιξε το πρόσωπό της. <box>678 1608 986 1630</box>
taxi-number: 34-173 <box>591 1174 626 1185</box>
crossword-cell[interactable] <box>733 1271 754 1292</box>
crossword-black-cell <box>733 1374 754 1395</box>
crossword-black-cell <box>712 1353 733 1374</box>
crossword-cell[interactable] <box>691 1292 711 1312</box>
excursions-text: ΤΟΥ ΟΜΙΛΟΥ ΦΙΛΩΝ ΤΗΣ ΦΥΣΕΩΣ: Εκδρομή στην Κασσάνδρα. ΤΟΥ ΣΥΛΛΟΓΟΥ ΑΠΟΦΟΙΤΩΝ ΑΝΑΤΟΛΙΑ: Εκδρομή στη Βέροια. ΤΗΣ ΟΛΥΜΠΙΑΚΗΣ ΟΜΑΔΟΣ ΣΥΡΡΟΦΗΣ: Εκδρομή στην Καλαμαριά. ΤΟΥ ΣΥΛΛΟΓΟΥ ΔΗΜΟΣΙΩΝ ΥΠΑΛΛΗΛΩΝ: Εκδρομή στην Ουρανούπολη και στον Άθω. <box>1365 1517 1545 1634</box>
philosophy-heading: ΦΙΛΟΣΟΦΙΑ <box>420 540 626 561</box>
separator: * * * <box>191 255 270 271</box>
crossword-cell[interactable] <box>608 1395 629 1415</box>
taxi-station: Βασ. Όλγας <box>420 1212 592 1225</box>
cinemas-suburbs-list: ΑΘΗΝΑ (Βύρωνος) «Ο κουρσάρος». ΑΠΟΛΛΩΝ (Σαράντα Εκκλησιές) «Η χαμένη γυναίκα». ΑΤΤΙΚΟΝ (Καλαμαριά) «Οι Αμαζόνες». ΒΕΡΓΙΝΑ (Χαριλάου) «Η φωλιά του φιδιού». ΙΛΙΣΙΑ (Τούμπα) «Το χρυσό αεροπλάνο». ΟΛΥΜΠΙΑ (Άνω Πόλη) «Ο γιος του Ηρακλή». <box>996 1463 1178 1557</box>
crossword-cell[interactable] <box>754 1395 774 1415</box>
cinemas-summer: ΘΕΡΙΝΟΙ <box>1058 702 1116 717</box>
crossword-cell[interactable] <box>712 1395 733 1415</box>
crossword-cell[interactable] <box>608 1374 629 1395</box>
taxi-number: 34-312 <box>591 1238 626 1248</box>
crossword-black-cell <box>670 1312 691 1333</box>
taxi-row <box>420 1212 626 1225</box>
taxi-row <box>420 1263 626 1276</box>
crossword-black-cell <box>691 1271 711 1292</box>
left-signature: Ο Βορειος <box>336 933 409 948</box>
quote-heading: «Θέατρον τέχνης» <box>1216 832 1326 847</box>
novel-paragraph: Η Κρυστάλλω τον κοίταζε για λίγο και ύστερα του είπε πως δεν είχε καμιά όρεξη να μιλήσει για το παρελθόν. <box>678 1784 986 1807</box>
concerts-sub: Κριτική ψυχής <box>1415 256 1495 270</box>
photo-caption: Ο υπουργός Θεάτρου Ελλάδος κ. Π. Παπλάνος ο διοικητής του Ι' Σώματος Στρατού ζητούν πληροφορίες από το Θεσσαλονικιό Συμβούλιο Γαμάλη. <box>1182 579 1545 613</box>
novel-paragraph: Η Κρυστάλλω είπε ότι ήταν εντελώς μόνη της και ότι δεν μπορούσε να αποφασίσει πότε θα έφευγε από το σπίτι. <box>361 1666 669 1689</box>
event-text: Η χορωδία του Αριστοτελείου Πανεπιστημίου θα δώσει συναυλία την προσεχή εβδομάδα στην αίθουσα Μουσικής. <box>1365 749 1545 795</box>
crossword-cell[interactable] <box>774 1250 795 1271</box>
poem-text: Καλησπέρα, τι φεγγάρι απόψε το βράδυ. Σε χρόνια που γυρίζω στα στενά σου μονοπάτια πάντα η κυριακή νύχτα μου ανοίγει τα παράθυρα. <box>422 363 624 409</box>
taxi-station: Αγίας Σοφίας (Ανω) <box>420 1136 592 1148</box>
crossword-cell[interactable] <box>629 1250 650 1271</box>
person-heading: Κατερίνα Χέλμη <box>1223 753 1319 767</box>
exhibitions-heading: ΑΙ ΕΚΘΕΣΕΙΣ <box>1365 802 1545 819</box>
makedon-paragraph: Μ ΙΑ ΕΡΕΥΝΑ που έγινε πρόσφατα στην Αγγλία, έδειξε ότι οι Βρετανοί διαβάζουν περισσότερο από κάθε άλλο λαό της Ευρώπης. <box>803 300 971 358</box>
crossword-cell[interactable] <box>670 1374 691 1395</box>
crossword-cell[interactable] <box>691 1312 711 1333</box>
crossword-cell[interactable] <box>670 1333 691 1353</box>
novel-paragraph: Η Κρυστάλλω τον κοίταζε για λίγο και ύστερα του είπε πως δεν είχε καμιά όρεξη να μιλήσει για το παρελθόν. <box>361 1725 669 1748</box>
novel-paragraph: Πήρε τέλος, πατέρα, στη διδασκαλία. Άργησε να ποτίσει τίποτα. Ακόμα θα πάρει πολύ χρόνο να το καταλάβει. <box>361 1637 669 1660</box>
separator: * * * <box>191 635 270 651</box>
poem-text: Καλησπέρα, τι φεγγάρι απόψε το βράδυ. Σε χρόνια που γυρίζω στα στενά σου μονοπάτια πάντα η κυριακή νύχτα μου ανοίγει τα παράθυρα. <box>422 310 624 356</box>
taxi-number: 34-219 <box>591 1263 626 1274</box>
crossword-cell[interactable] <box>774 1353 795 1374</box>
left-paragraph: ΕΞ του στόχου μας η Θεσσαλονίκη του Γεωργίου Ιωάννου είναι τελείως καινούργια. Είχε να δεχθεί την επίσκεψη φίλων, όπως και στρατευμένων. <box>52 319 409 357</box>
pharmacy-item: Χ. Χατζηπαύλου, Εγνατίας 36 <box>420 847 570 858</box>
taxi-number: 34-214 <box>591 1199 626 1210</box>
excursions-heading: Εκδρομική κίνησις <box>1182 1163 1545 1204</box>
makedon-paragraph: Μ ΙΑ ΕΡΕΥΝΑ που έγινε πρόσφατα στην Αγγλία, έδειξε ότι οι Βρετανοί διαβάζουν περισσότερο από κάθε άλλο λαό της Ευρώπης. <box>803 365 971 423</box>
arts-section <box>1182 118 1545 1158</box>
crossword-cell[interactable] <box>608 1312 629 1333</box>
cinemas-winter-list: ΑΕΛΛΩ Τηλ. 74-470 «Ζήτω τα Λήμνια». ΑΛΕΞΑΝΔΡΟΣ Τηλ. 73-359 «Ο Κουτσαβάκης». ΑΧΙΛΛΕΙΟΝ Τηλ. 74-643 «Αποκάλυψις». ΒΑΚΟΥΡΑ Τηλ. 77-779 «Ο Τάκης με το δίκαννο». ΗΛΥΣΙΑ Τηλ. 76-511 «Βασιλισσα του Λευκού ποταμού». ΘΥΜΕΛΗ Τηλ. 79-270 «Ερωτικό πάθος». ΙΦΙΓΕΝΕΙΑ Τηλ. 29-355 «Ο μεγάλος μάγος». ΠΑΛΛΑΣ Τηλ. 74-427 «Ο Ζακ της Καλλιθέας». ΡΙΒΟΛΙ (Παύλου Μελά) «Νύχτα φρίκης». ΡΙΟ Τηλ. 37-603 «Ένα κορίτσι για σένα». <box>996 360 1178 524</box>
left-paragraph: Φ ΑΝΤΑΖΟΜΑΙ κι το έχω τις θεσσαλονικιές να έκανα την είσοδο της Ελλάδος. <box>52 427 409 452</box>
crossword-cell[interactable] <box>774 1271 795 1292</box>
novel-paragraph: Είχε αρχίσει να βρέχει και η πόλη έμοιαζε έρημη. Ένα αυτοκίνητο πέρασε αργά μπροστά από το παράθυρο. <box>678 1578 986 1601</box>
taxi-station: Εγνατίας <box>420 1238 592 1250</box>
crossword-cell[interactable] <box>629 1374 650 1395</box>
crossword-cell[interactable] <box>733 1395 754 1415</box>
cinemas-suburbs-list: ΑΘΗΝΑ (Βύρωνος) «Ο κουρσάρος». ΑΠΟΛΛΩΝ (Σαράντα Εκκλησιές) «Η χαμένη γυναίκα». ΑΤΤΙΚΟΝ (Καλαμαριά) «Οι Αμαζόνες». ΒΕΡΓΙΝΑ (Χαριλάου) «Η φωλιά του φιδιού». ΙΛΙΣΙΑ (Τούμπα) «Το χρυσό αεροπλάνο». ΟΛΥΜΠΙΑ (Άνω Πόλη) «Ο γιος του Ηρακλή». <box>996 1964 1178 2057</box>
novel-paragraph: Είχε αρχίσει να βρέχει και η πόλη έμοιαζε έρημη. Ένα αυτοκίνητο πέρασε αργά μπροστά από το παράθυρο. <box>361 1519 669 1542</box>
taxi-number: 34-213 <box>591 1187 626 1197</box>
taxi-station: Λευκός Πύργος <box>420 1276 592 1289</box>
crossword-cell[interactable] <box>670 1395 691 1415</box>
date-box: ΣΑΒΒΑΤΟΝ 24 ΙΟΥΝΙΟΥ ΣΕΛΗΝΗ 17 ΗΜΕΡΩΝ · Ανατολή ηλίου 5.03 · Δύσις 7.52 · Ιούνιος και Προφήτας Πουλάκιον 175 δρ. Εξαμηνιαία 190 Διευθυντής συντονιστής ΓΕΩΡΓΙΟΣ ΓΙΑΝΝΟΠΟΥΛΟΣ Τσιμισκή 83 <box>420 39 626 195</box>
concerts-heading: ΑΙ ΣΥΝΑΥΛΙΑΙ <box>1365 238 1545 254</box>
problem-text: Μια φορά μεταξύ του φιλοσόφου του Θεσσαλονικού και της φορολογίας για 45 εκατομμύρια δραχμές από τις οποίες πληρώθηκαν 18 δόσεις κατά το ποσό 3,45 δραχμές. <box>420 663 626 721</box>
anecdote-text: Η ουρά από τους κατοίκους του Μολιέρου, Προτρέποντας του κ. Αναστάσιου να κατεβεί στο τάφο, του έλεγε: — Παρακαλώ, πάρτε και την ομπρέλλα. <box>420 475 626 533</box>
novel-paragraph: Η νύχτα πέρασε αργά. Το πρωί η Κρυστάλλω βρήκε ένα γράμμα στο τραπέζι της κουζίνας. <box>678 1637 986 1660</box>
crossword-grid[interactable] <box>606 1248 797 1438</box>
makedon-paragraph: Η ΚΡΥΣΙΑ, σύζυγος του Φιλίστα, επισκέφθηκε την Κίνα και είδε τα πιο παλαιά μνημεία του κόσμου. <box>803 766 971 800</box>
novel-paragraph: Πήρε τέλος, πατέρα, στη διδασκαλία. Άργησε να ποτίσει τίποτα. Ακόμα θα πάρει πολύ χρόνο να το καταλάβει. <box>678 1696 986 1718</box>
taxi-station: Κάτω Τούμπα <box>420 1263 592 1276</box>
makedon-paragraph: Η ΔΙΑΣΗΜΗ συγγραφεύς η Αγκάθα Κρίστι, πιστεύει πως οι άνθρωποι που διαβάζουν αστυνομικά μυθιστορήματα είναι οι πιο έντιμοι. <box>630 683 799 741</box>
